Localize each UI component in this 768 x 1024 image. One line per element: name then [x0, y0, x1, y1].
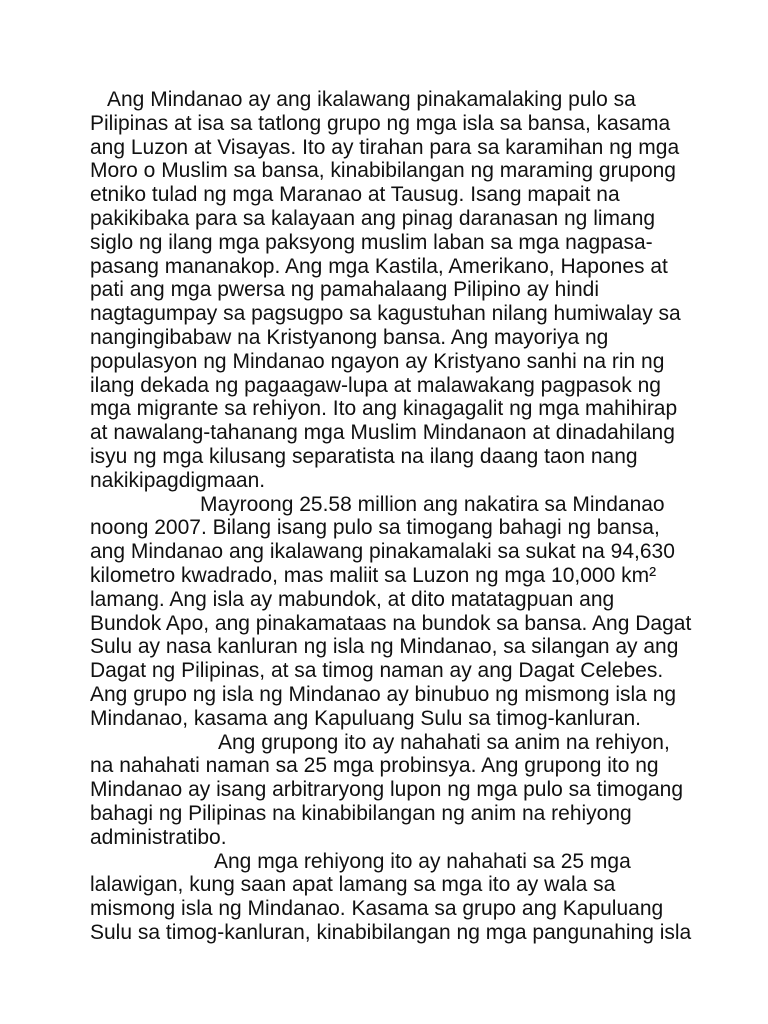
text-line: mismong isla ng Mindanao. Kasama sa grupo ang Kapuluang: [90, 897, 664, 921]
text-line: Mindanao ay isang arbitraryong lupon ng mga pulo sa timogang: [90, 778, 684, 802]
text-line: pakikibaka para sa kalayaan ang pinag daranasan ng limang: [90, 206, 656, 230]
text-line: Dagat ng Pilipinas, at sa timog naman ay ang Dagat Celebes.: [90, 659, 664, 683]
text-line: Ang Mindanao ay ang ikalawang pinakamalaking pulo sa: [107, 88, 636, 111]
text-line: populasyon ng Mindanao ngayon ay Kristyano sanhi na rin ng: [90, 349, 665, 373]
text-line: Pilipinas at isa sa tatlong grupo ng mga isla sa bansa, kasama: [90, 111, 671, 135]
document-body: [90, 88, 750, 945]
text-line: Bundok Apo, ang pinakamataas na bundok sa bansa. Ang Dagat: [90, 611, 692, 635]
text-line: bahagi ng Pilipinas na kinabibilangan ng anim na rehiyong: [90, 801, 632, 825]
text-line: kilometro kwadrado, mas maliit sa Luzon ng mga 10,000 km²: [90, 563, 657, 587]
text-line: Ang grupo ng isla ng Mindanao ay binubuo ng mismong isla ng: [90, 682, 677, 706]
text-line: Mayroong 25.58 million ang nakatira sa Mindanao: [200, 492, 665, 516]
text-line: nakikipagdigmaan.: [90, 468, 266, 492]
text-line: administratibo.: [90, 825, 227, 849]
text-line: etniko tulad ng mga Maranao at Tausug. Isang mapait na: [90, 183, 620, 207]
text-line: pasang mananakop. Ang mga Kastila, Amerikano, Hapones at: [90, 254, 668, 278]
text-line: Sulu ay nasa kanluran ng isla ng Mindanao, sa silangan ay ang: [90, 635, 679, 659]
text-line: siglo ng ilang mga paksyong muslim laban sa mga nagpasa-: [90, 230, 653, 254]
text-line: pati ang mga pwersa ng pamahalaang Pilipino ay hindi: [90, 278, 600, 302]
text-line: mga migrante sa rehiyon. Ito ang kinagagalit ng mga mahihirap: [90, 397, 678, 421]
text-line: noong 2007. Bilang isang pulo sa timogang bahagi ng bansa,: [90, 516, 660, 540]
text-line: isyu ng mga kilusang separatista na ilang daang taon nang: [90, 444, 638, 468]
paragraph-3: [90, 731, 750, 850]
text-line: na nahahati naman sa 25 mga probinsya. Ang grupong ito ng: [90, 754, 659, 778]
text-line: Ang grupong ito ay nahahati sa anim na rehiyon,: [218, 730, 670, 754]
text-line: ang Luzon at Visayas. Ito ay tirahan para sa karamihan ng mga: [90, 135, 680, 159]
text-line: nangingibabaw na Kristyanong bansa. Ang mayoriya ng: [90, 325, 609, 349]
text-line: ilang dekada ng pagaagaw-lupa at malawakang pagpasok ng: [90, 373, 661, 397]
paragraph-4: [90, 850, 750, 945]
paragraph-1: [90, 88, 750, 493]
text-line: Moro o Muslim sa bansa, kinabibilangan ng maraming grupong: [90, 159, 676, 183]
text-line: lamang. Ang isla ay mabundok, at dito matatagpuan ang: [90, 587, 615, 611]
text-line: at nawalang-tahanang mga Muslim Mindanaon at dinadahilang: [90, 421, 675, 445]
text-line: ang Mindanao ang ikalawang pinakamalaki sa sukat na 94,630: [90, 540, 675, 564]
text-line: lalawigan, kung saan apat lamang sa mga ito ay wala sa: [90, 873, 616, 897]
text-line: nagtagumpay sa pagsugpo sa kagustuhan nilang humiwalay sa: [90, 302, 681, 326]
paragraph-2: [90, 493, 750, 731]
text-line: Sulu sa timog-kanluran, kinabibilangan ng mga pangunahing isla: [90, 920, 692, 944]
text-line: Mindanao, kasama ang Kapuluang Sulu sa timog-kanluran.: [90, 706, 642, 730]
text-line: Ang mga rehiyong ito ay nahahati sa 25 mga: [214, 849, 631, 873]
